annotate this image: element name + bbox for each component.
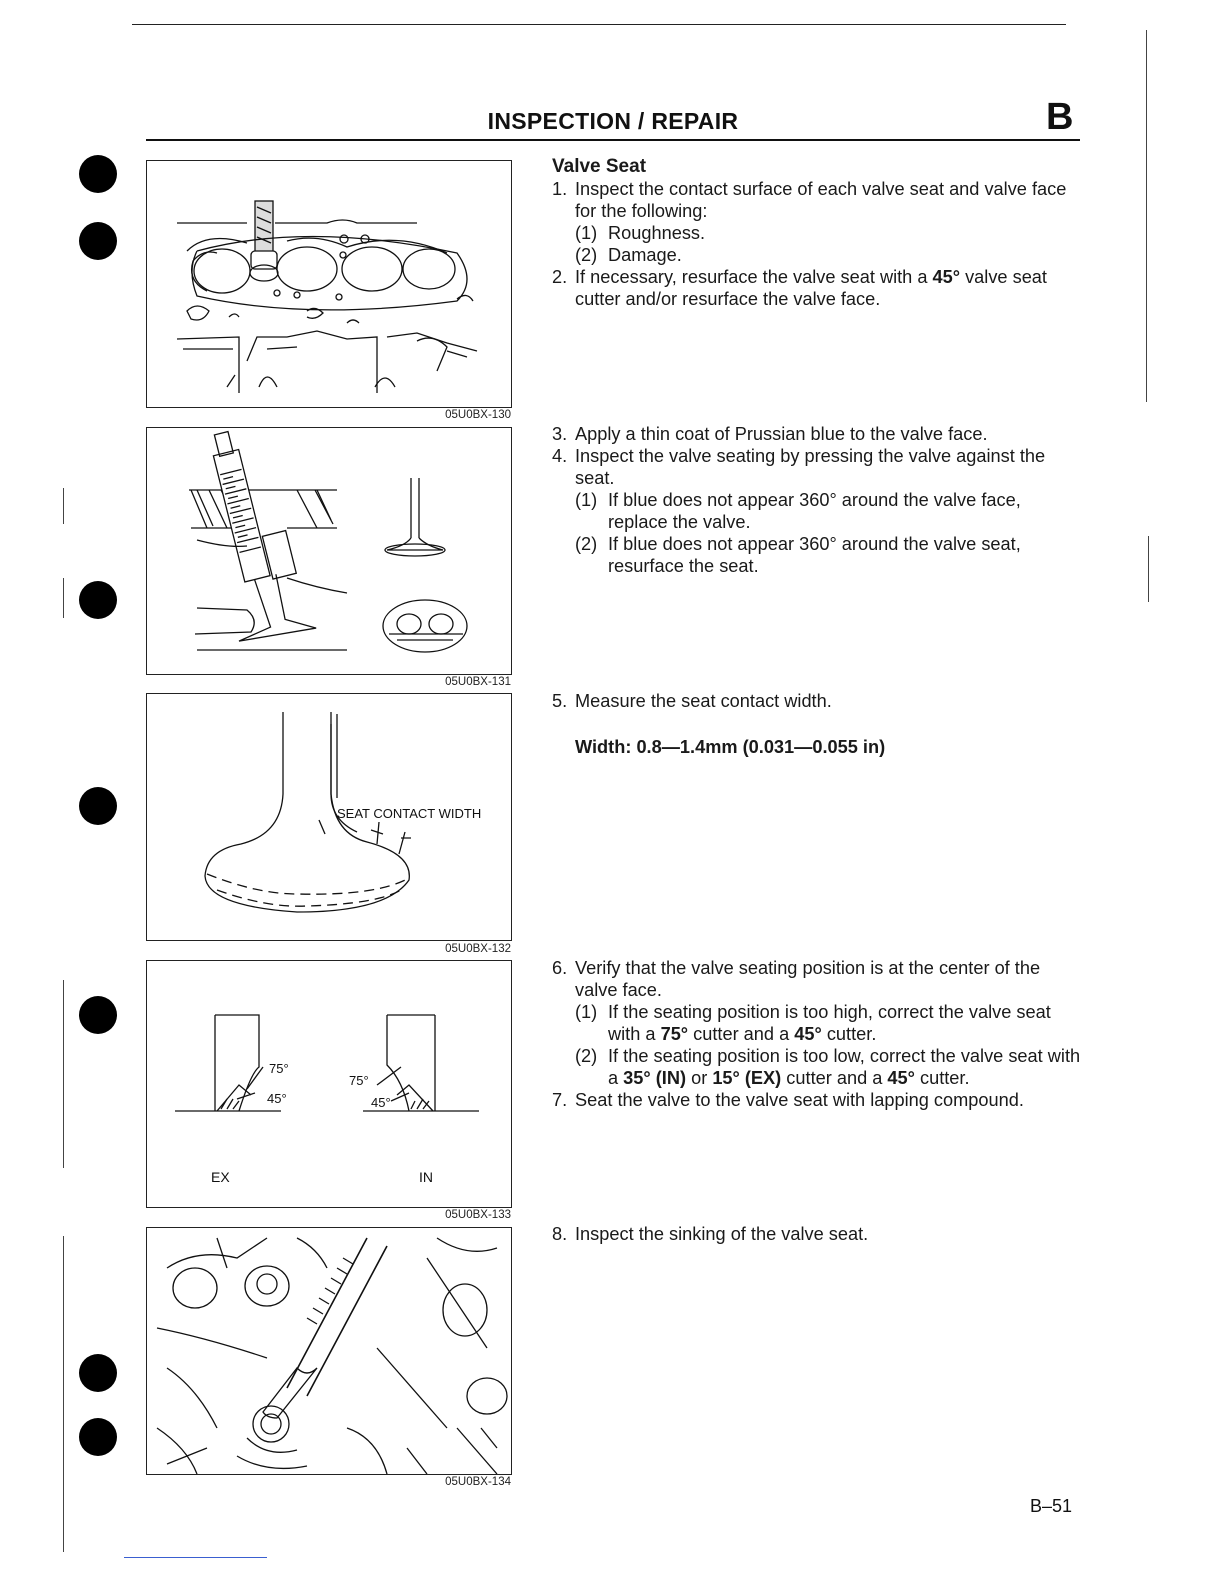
width-spec: Width: 0.8—1.4mm (0.031—0.055 in) [575, 737, 886, 757]
binder-hole-bullet [79, 1354, 117, 1392]
figure-valve-seating-check [146, 427, 512, 675]
sub-number: (2) [575, 534, 598, 554]
step-6-sub-2 [552, 1045, 1082, 1089]
angle-75: 75° [660, 1024, 689, 1044]
valve-seat-sinking [552, 1223, 1082, 1245]
top-rule [132, 24, 1066, 25]
page-number: B–51 [1030, 1496, 1073, 1516]
contact-width-measure [552, 690, 1082, 758]
sub-text: Damage. [608, 245, 682, 265]
step-number: 3. [552, 424, 568, 444]
sub-text-part: If the seating position is too high, correct the valve seat with a [608, 1002, 1051, 1044]
step-7 [552, 1089, 1082, 1111]
figure-code: 05U0BX-131 [445, 676, 511, 688]
section-heading: Valve Seat [552, 156, 647, 177]
valve-seat-intro [552, 156, 1082, 310]
step-6 [552, 957, 1082, 1001]
step-4-sub-2 [552, 533, 1082, 577]
left-margin-line [63, 488, 64, 524]
bottom-link-underline [124, 1557, 267, 1558]
sub-text: Roughness. [608, 223, 706, 243]
right-margin-line-2 [1148, 536, 1149, 602]
sub-text: If blue does not appear 360° around the valve seat, resurface the seat. [608, 534, 1021, 576]
step-4-sub-1 [552, 489, 1082, 533]
sub-text [608, 1045, 1082, 1089]
left-margin-line-4 [63, 1236, 64, 1552]
sub-text-part: cutter and a [688, 1024, 795, 1044]
step-5 [552, 690, 1082, 712]
left-margin-line-3 [63, 980, 64, 1168]
left-margin-line-2 [63, 578, 64, 618]
step-1 [552, 178, 1082, 222]
figure-seat-contact-width [146, 693, 512, 941]
step-text-part: valve seat cutter and/or resurface the valve face. [575, 267, 1047, 309]
header-rule [146, 139, 1080, 141]
sub-text-part: If the seating position is too low, correct the valve seat with a [608, 1046, 1081, 1088]
figure-code: 05U0BX-132 [445, 943, 511, 955]
sub-text-part: cutter and a [781, 1068, 888, 1088]
figure-code: 05U0BX-130 [445, 409, 511, 421]
step-4 [552, 445, 1082, 489]
seating-position [552, 957, 1082, 1111]
step-text: Verify that the valve seating position is at the center of the valve face. [575, 958, 1041, 1000]
step-2 [552, 266, 1082, 310]
sub-text [608, 1001, 1082, 1045]
step-text: Inspect the valve seating by pressing the valve against the seat. [575, 446, 1046, 488]
step-8 [552, 1223, 1082, 1245]
binder-hole-bullet [79, 787, 117, 825]
page-title: INSPECTION / REPAIR [487, 108, 739, 134]
right-margin-line [1146, 30, 1147, 402]
step-6-sub-1 [552, 1001, 1082, 1045]
sub-number: (1) [575, 1002, 598, 1022]
ex-label: EX [211, 1169, 230, 1185]
step-number: 5. [552, 691, 568, 711]
step-number: 4. [552, 446, 568, 466]
binder-hole-bullet [79, 996, 117, 1034]
sub-text: If blue does not appear 360° around the valve face, replace the valve. [608, 490, 1021, 532]
in-45-angle: 45° [371, 1095, 391, 1110]
step-1-sub-1 [552, 222, 1082, 244]
sub-text-part: cutter. [914, 1068, 970, 1088]
step-text: Inspect the sinking of the valve seat. [575, 1224, 869, 1244]
in-75-angle: 75° [349, 1073, 369, 1088]
sub-number: (1) [575, 223, 598, 243]
angle-45: 45° [794, 1024, 822, 1044]
sub-number: (1) [575, 490, 598, 510]
sub-text-part: or [686, 1068, 713, 1088]
prussian-blue-check [552, 423, 1082, 577]
step-text: Seat the valve to the valve seat with lapping compound. [575, 1090, 1024, 1110]
step-1-sub-2 [552, 244, 1082, 266]
binder-hole-bullet [79, 1418, 117, 1456]
figure-code: 05U0BX-134 [445, 1476, 511, 1488]
step-text: Apply a thin coat of Prussian blue to the valve face. [575, 424, 988, 444]
step-text: Measure the seat contact width. [575, 691, 832, 711]
figure-cutter-angles [146, 960, 512, 1208]
step-number: 6. [552, 958, 568, 978]
step-3 [552, 423, 1082, 445]
binder-hole-bullet [79, 222, 117, 260]
sub-number: (2) [575, 245, 598, 265]
angle-35-in: 35° (IN) [623, 1068, 687, 1088]
ex-75-angle: 75° [269, 1061, 289, 1076]
figure-valve-sinking-measure [146, 1227, 512, 1475]
step-number: 2. [552, 267, 568, 287]
step-text-part: If necessary, resurface the valve seat with a [575, 267, 933, 287]
step-text: Inspect the contact surface of each valve seat and valve face for the following: [575, 179, 1067, 221]
in-label: IN [419, 1169, 433, 1185]
step-number: 7. [552, 1090, 568, 1110]
sub-number: (2) [575, 1046, 598, 1066]
ex-45-angle: 45° [267, 1091, 287, 1106]
seat-contact-width-label: SEAT CONTACT WIDTH [337, 806, 482, 821]
figure-valve-seat-cutter [146, 160, 512, 408]
step-number: 1. [552, 179, 568, 199]
section-letter: B [1046, 96, 1074, 138]
angle-45: 45° [887, 1068, 915, 1088]
angle-45: 45° [932, 267, 961, 287]
binder-hole-bullet [79, 155, 117, 193]
sub-text-part: cutter. [821, 1024, 877, 1044]
step-text [575, 266, 1082, 310]
binder-hole-bullet [79, 581, 117, 619]
figure-code: 05U0BX-133 [445, 1209, 511, 1221]
step-number: 8. [552, 1224, 568, 1244]
angle-15-ex: 15° (EX) [712, 1068, 782, 1088]
